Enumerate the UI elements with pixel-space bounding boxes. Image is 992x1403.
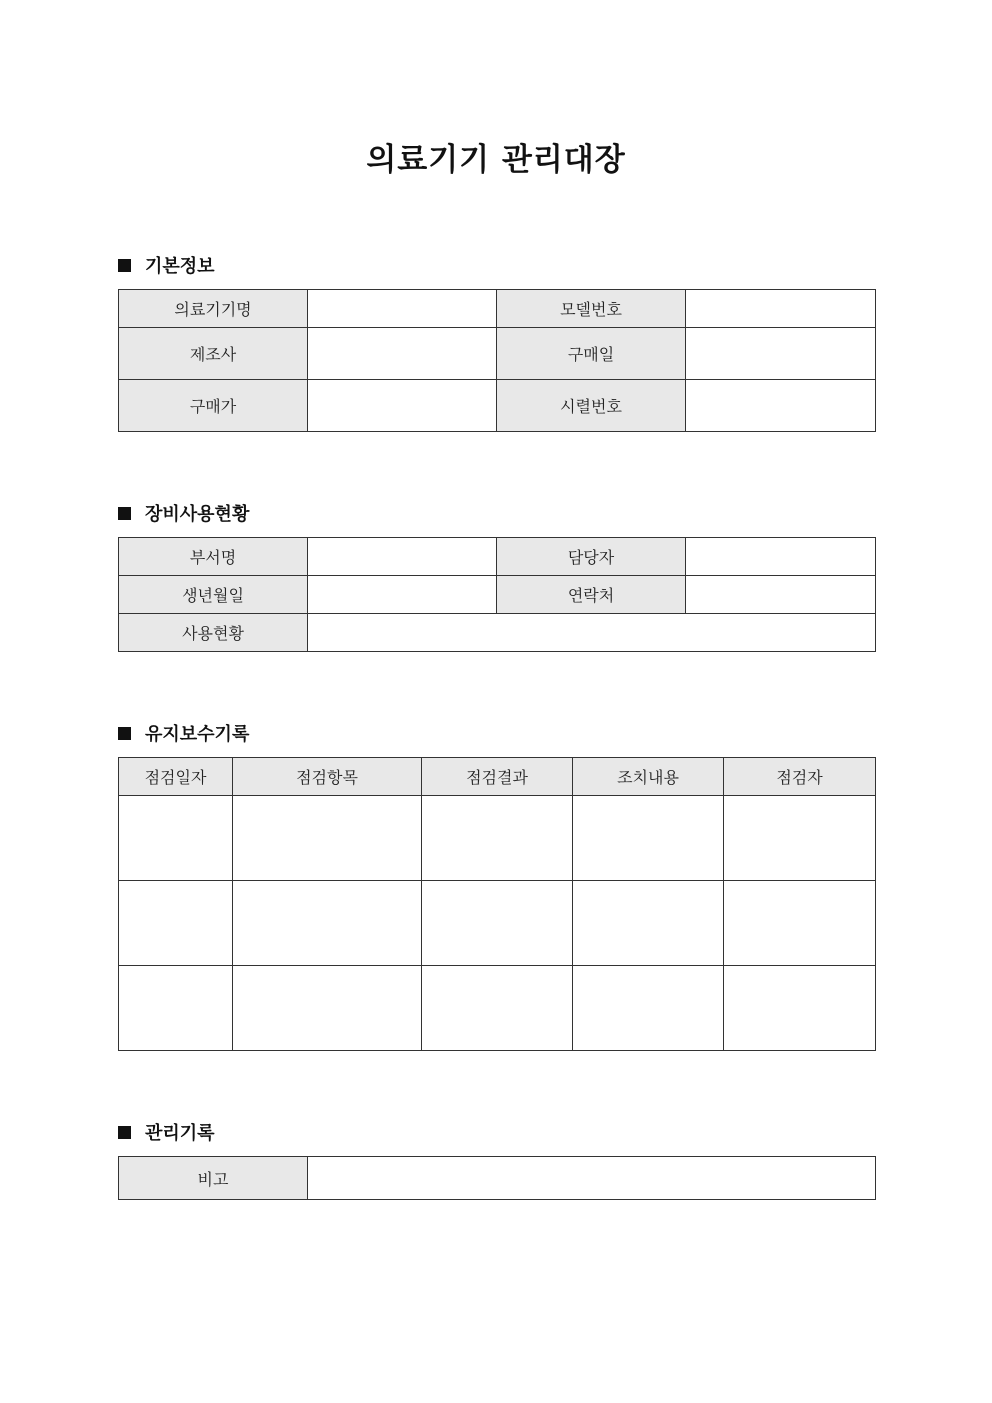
management-table (118, 1156, 876, 1200)
table-row (119, 966, 876, 1051)
section-heading-text: 기본정보 (145, 256, 215, 277)
section-heading-text: 관리기록 (145, 1123, 215, 1144)
usage-status-field[interactable] (308, 614, 876, 652)
inspector-cell[interactable] (724, 966, 876, 1051)
table-row (119, 614, 876, 652)
label-department: 부서명 (119, 538, 308, 576)
action-taken-cell[interactable] (573, 796, 724, 881)
inspection-item-cell[interactable] (233, 881, 422, 966)
section-heading-usage (118, 501, 249, 525)
serial-number-field[interactable] (686, 380, 876, 432)
column-header-action-taken: 조치내용 (573, 758, 724, 796)
inspection-date-cell[interactable] (119, 796, 233, 881)
section-heading-text: 장비사용현황 (145, 504, 250, 525)
label-device-name: 의료기기명 (119, 290, 308, 328)
basic-info-table (118, 289, 876, 432)
column-header-inspection-date: 점검일자 (119, 758, 233, 796)
inspector-cell[interactable] (724, 881, 876, 966)
contact-field[interactable] (686, 576, 876, 614)
table-row (119, 576, 876, 614)
manager-field[interactable] (686, 538, 876, 576)
column-header-inspection-item: 점검항목 (233, 758, 422, 796)
label-manufacturer: 제조사 (119, 328, 308, 380)
inspection-result-cell[interactable] (422, 966, 573, 1051)
remarks-field[interactable] (308, 1157, 876, 1200)
inspection-result-cell[interactable] (422, 881, 573, 966)
section-heading-text: 유지보수기록 (145, 724, 250, 745)
table-row (119, 796, 876, 881)
table-header-row (119, 758, 876, 796)
label-contact: 연락처 (497, 576, 686, 614)
inspection-result-cell[interactable] (422, 796, 573, 881)
label-purchase-date: 구매일 (497, 328, 686, 380)
label-birth-date: 생년월일 (119, 576, 308, 614)
maintenance-table (118, 757, 876, 1051)
page-title: 의료기기 관리대장 (366, 142, 626, 178)
inspection-date-cell[interactable] (119, 966, 233, 1051)
label-serial-number: 시렬번호 (497, 380, 686, 432)
label-purchase-price: 구매가 (119, 380, 308, 432)
label-remarks: 비고 (119, 1157, 308, 1200)
table-row (119, 881, 876, 966)
usage-table (118, 537, 876, 652)
label-usage-status: 사용현황 (119, 614, 308, 652)
action-taken-cell[interactable] (573, 881, 724, 966)
column-header-inspection-result: 점검결과 (422, 758, 573, 796)
square-bullet-icon (118, 727, 131, 740)
inspection-date-cell[interactable] (119, 881, 233, 966)
device-name-field[interactable] (308, 290, 497, 328)
section-heading-basic (118, 253, 215, 277)
label-model-number: 모델번호 (497, 290, 686, 328)
department-field[interactable] (308, 538, 497, 576)
model-number-field[interactable] (686, 290, 876, 328)
square-bullet-icon (118, 1126, 131, 1139)
table-row (119, 1157, 876, 1200)
birth-date-field[interactable] (308, 576, 497, 614)
table-row (119, 290, 876, 328)
inspector-cell[interactable] (724, 796, 876, 881)
purchase-date-field[interactable] (686, 328, 876, 380)
manufacturer-field[interactable] (308, 328, 497, 380)
section-heading-maintenance (118, 721, 249, 745)
section-heading-management (118, 1120, 215, 1144)
table-row (119, 538, 876, 576)
label-manager: 담당자 (497, 538, 686, 576)
square-bullet-icon (118, 259, 131, 272)
action-taken-cell[interactable] (573, 966, 724, 1051)
table-row (119, 328, 876, 380)
inspection-item-cell[interactable] (233, 796, 422, 881)
column-header-inspector: 점검자 (724, 758, 876, 796)
purchase-price-field[interactable] (308, 380, 497, 432)
inspection-item-cell[interactable] (233, 966, 422, 1051)
square-bullet-icon (118, 507, 131, 520)
table-row (119, 380, 876, 432)
